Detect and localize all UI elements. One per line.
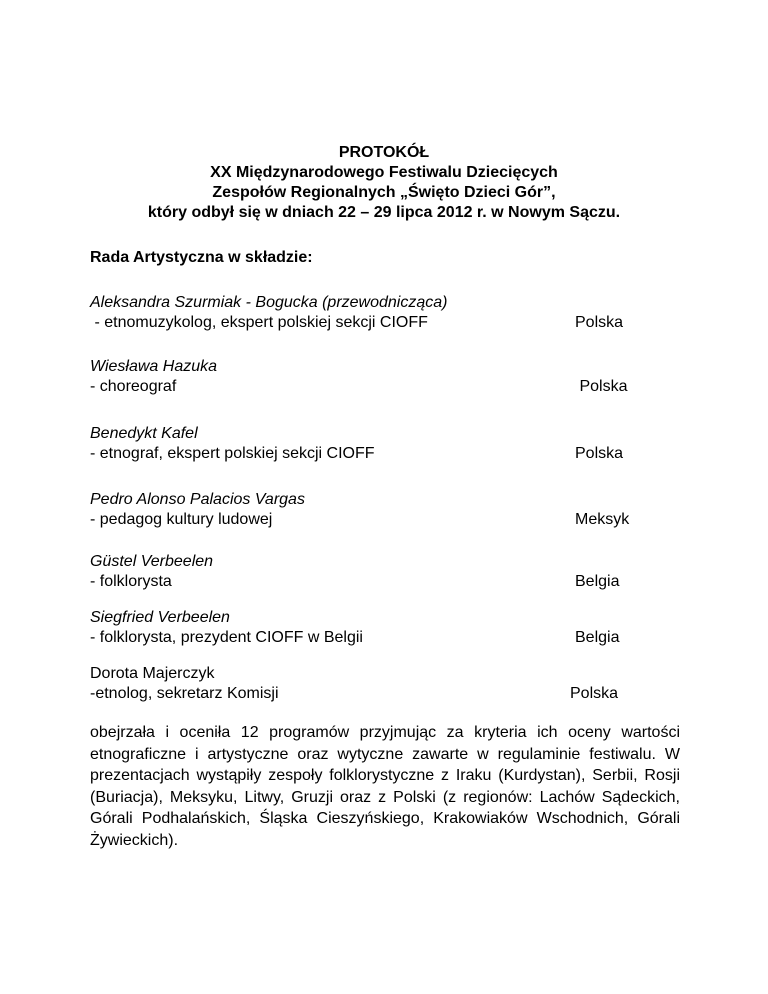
summary-paragraph: obejrzała i oceniła 12 programów przyjmując za kryteria ich oceny wartości etnograficzne i artystyczne oraz wytyczne zawarte w regulaminie festiwalu. W prezentacjach wystąpiły zespoły folklorystyczne z Iraku (Kurdystan), Serbii, Rosji (Buriacja), Meksyku, Litwy, Gruzji oraz z Polski (z regionów: Lachów Sądeckich, Górali Podhalańskich, Śląska Cieszyńskiego, Krakowiaków Wschodnich, Górali Żywieckich). (90, 724, 680, 849)
member-role: - folklorysta, prezydent CIOFF w Belgii (90, 629, 363, 646)
member-role: - folklorysta (90, 573, 172, 590)
member-name: Siegfried Verbeelen (90, 609, 230, 626)
member-name: Aleksandra Szurmiak - Bogucka (przewodnicząca) (90, 294, 448, 311)
member-country: Polska (570, 685, 619, 702)
title-line: Zespołów Regionalnych „Święto Dzieci Gór”, (212, 184, 556, 201)
council-member (90, 608, 680, 648)
council-member (90, 357, 680, 397)
council-member (90, 424, 680, 464)
member-name: Dorota Majerczyk (90, 665, 215, 682)
member-name: Benedykt Kafel (90, 425, 198, 442)
council-member (90, 490, 680, 530)
member-country: Polska (575, 378, 628, 395)
council-heading: Rada Artystyczna w składzie: (90, 249, 313, 266)
title-line: PROTOKÓŁ (338, 144, 430, 161)
member-name: Pedro Alonso Palacios Vargas (90, 491, 305, 508)
member-name: Güstel Verbeelen (90, 553, 214, 570)
member-role: - pedagog kultury ludowej (90, 511, 273, 528)
member-role: - etnomuzykolog, ekspert polskiej sekcji CIOFF (90, 314, 428, 331)
member-country: Polska (575, 445, 624, 462)
council-member (90, 293, 680, 333)
member-country: Meksyk (575, 511, 630, 528)
member-role: -etnolog, sekretarz Komisji (90, 685, 279, 702)
council-member (90, 664, 680, 704)
member-country: Belgia (575, 573, 620, 590)
council-member (90, 552, 680, 592)
document-title (0, 143, 768, 223)
member-role: - choreograf (90, 378, 177, 395)
member-name: Wiesława Hazuka (90, 358, 218, 375)
title-line: który odbył się w dniach 22 – 29 lipca 2012 r. w Nowym Sączu. (147, 204, 621, 221)
member-country: Belgia (575, 629, 620, 646)
title-line: XX Międzynarodowego Festiwalu Dziecięcych (210, 164, 558, 181)
member-country: Polska (575, 314, 624, 331)
member-role: - etnograf, ekspert polskiej sekcji CIOFF (90, 445, 375, 462)
